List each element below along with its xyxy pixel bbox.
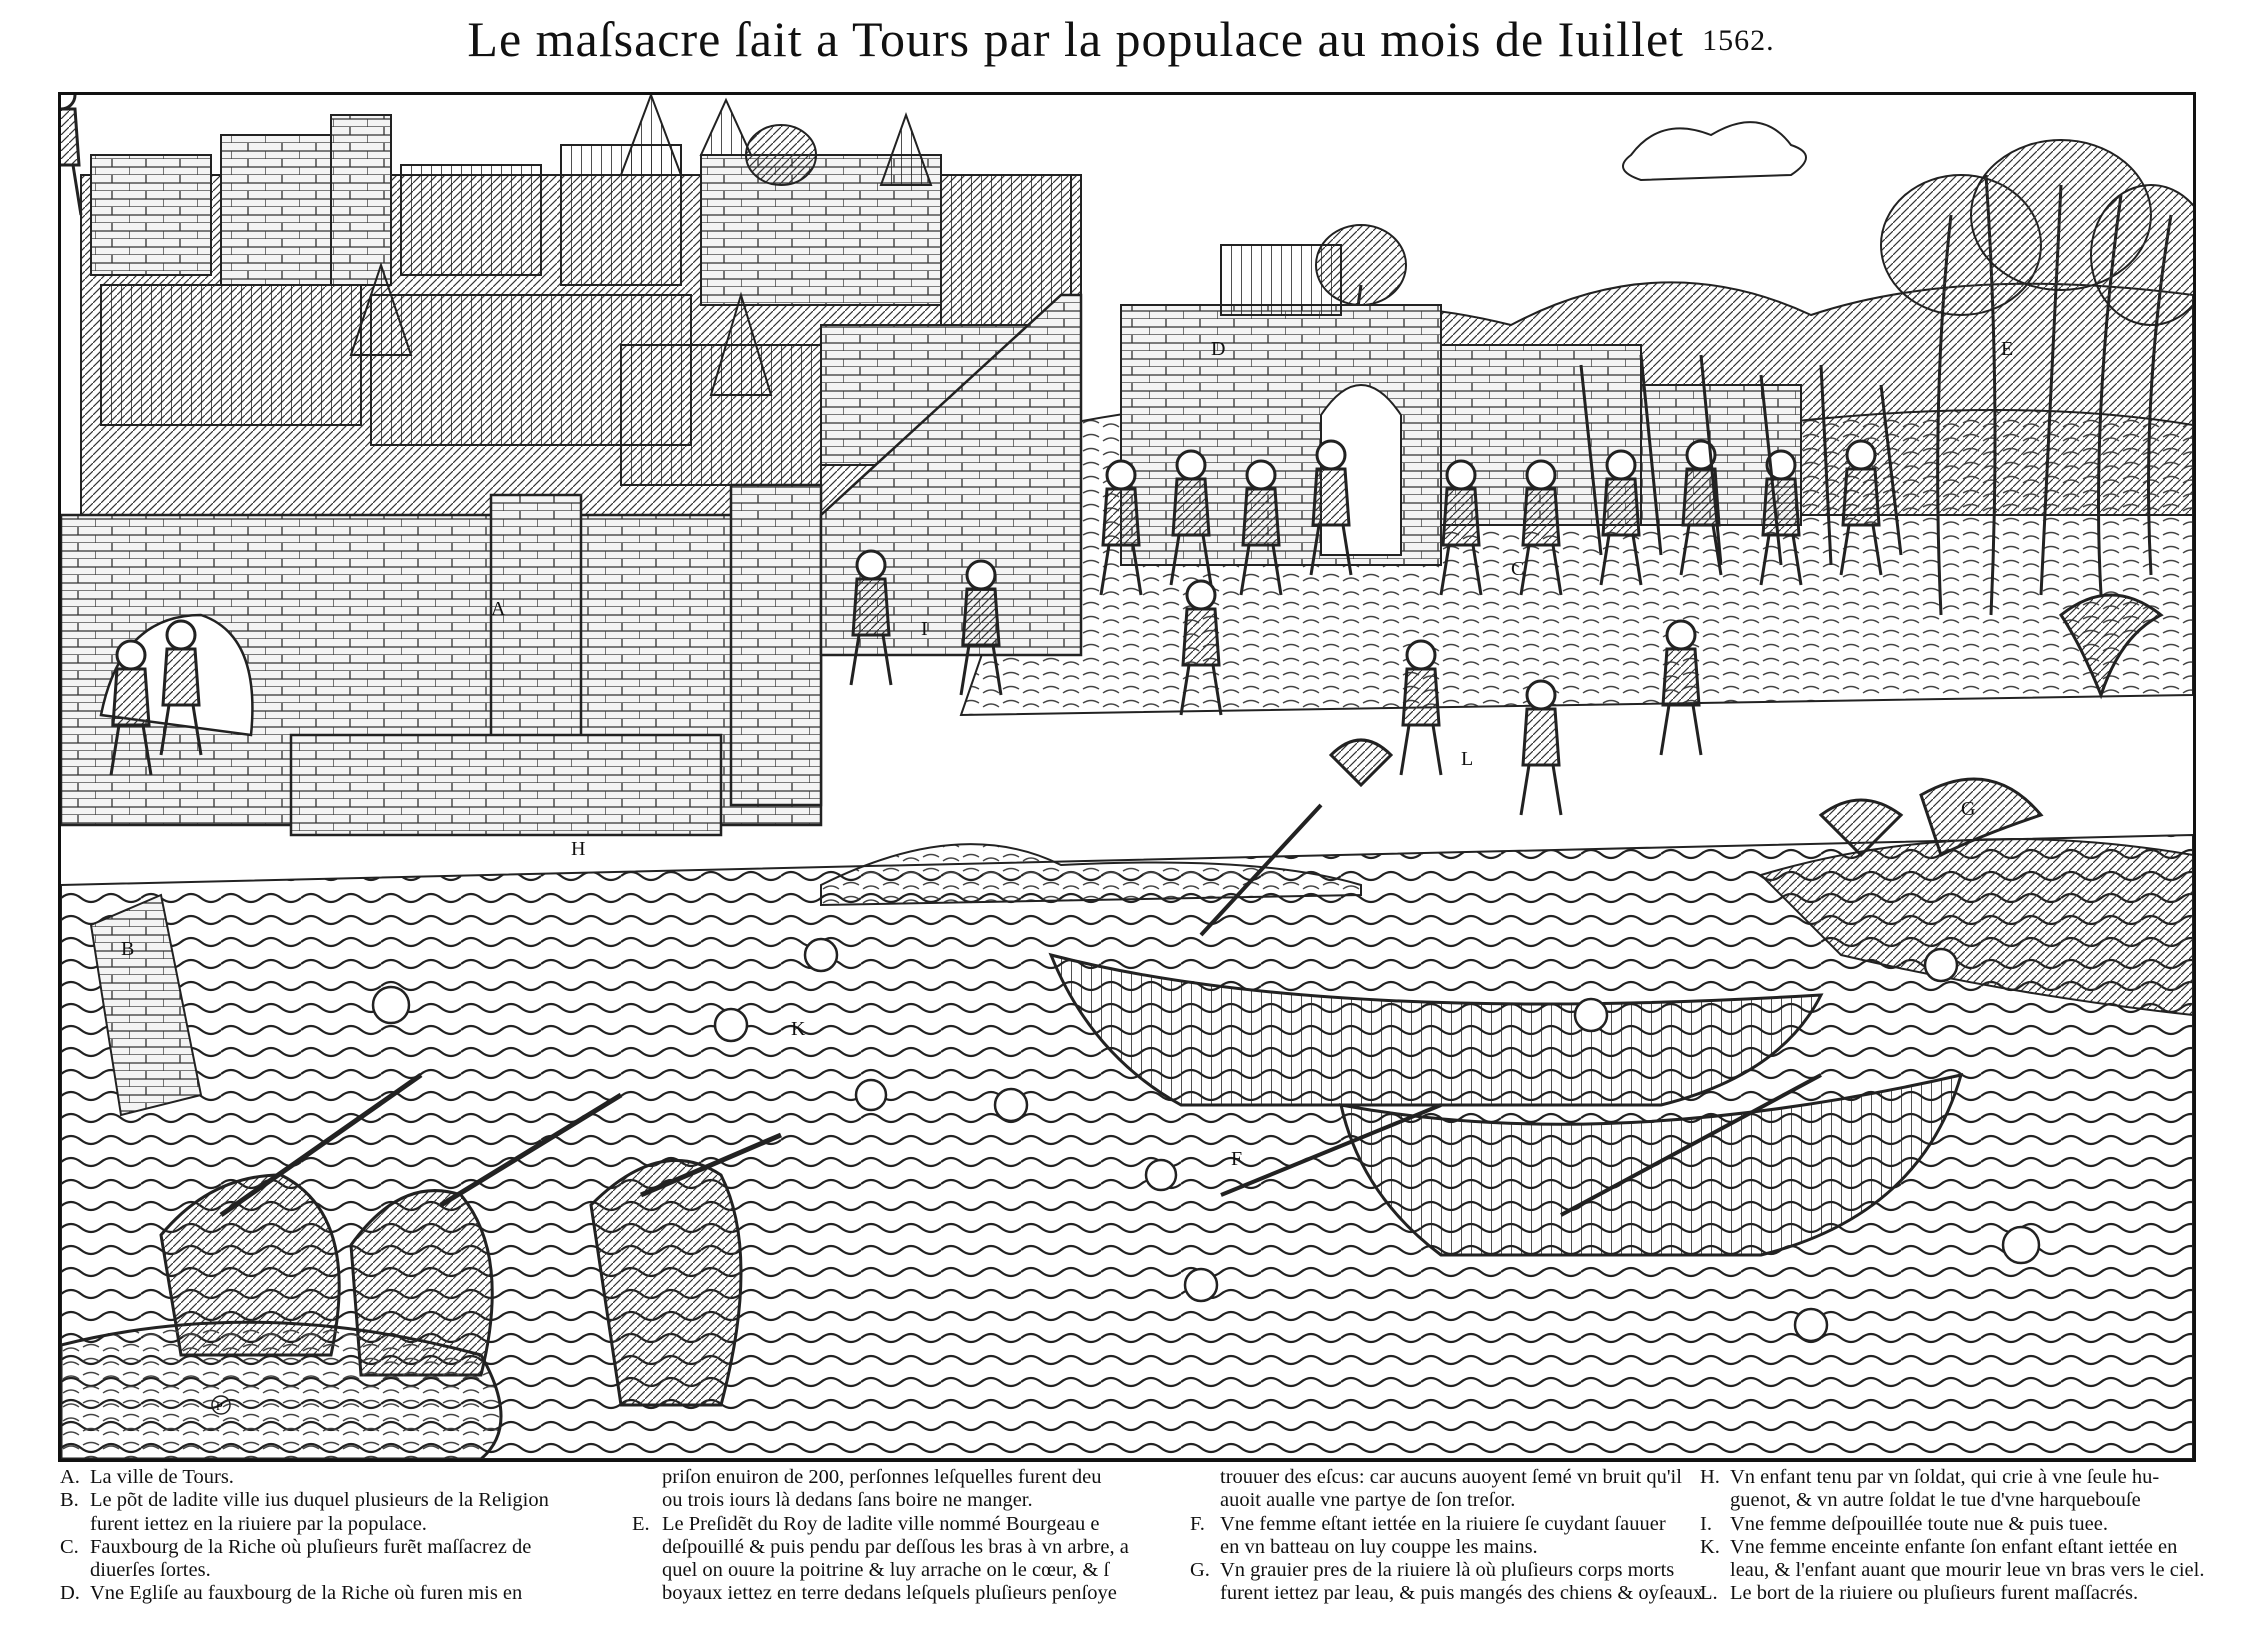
legend-key: A. [60, 1466, 80, 1488]
legend-text: Vne femme eſtant iettée en la riuiere ſe cuydant ſauuer [1220, 1512, 1666, 1535]
legend-text: guenot, & vn autre ſoldat le tue d'vne harquebouſe [1730, 1489, 2141, 1512]
legend-text: en vn batteau on luy couppe les mains. [1220, 1535, 1538, 1558]
legend-text: Fauxbourg de la Riche où pluſieurs furẽt maſſacrez de [90, 1535, 532, 1558]
label-A: A [491, 598, 506, 620]
legend-text: Le põt de ladite ville ius duquel plusieurs de la Religion [90, 1489, 549, 1512]
legend-text: trouuer des eſcus: car aucuns auoyent ſemé vn bruit qu'il [1220, 1466, 1682, 1488]
legend-entry [632, 1559, 1192, 1582]
legend-entry [1190, 1489, 1730, 1512]
legend-entry [1700, 1536, 2220, 1559]
legend-text: deſpouillé & puis pendu par deſſous les bras à vn arbre, a [662, 1535, 1129, 1558]
legend-entry [60, 1513, 620, 1536]
legend-text: furent iettez par leau, & puis mangés des chiens & oyſeaux [1220, 1582, 1704, 1605]
legend-text: Vne femme enceinte enfante ſon enfant eſtant iettée en [1730, 1535, 2178, 1558]
legend-key: C. [60, 1535, 79, 1558]
legend-key: G. [1190, 1559, 1210, 1582]
label-G: G [1961, 798, 1976, 820]
label-C: C [1511, 558, 1525, 580]
legend-key: B. [60, 1489, 79, 1512]
page-title [0, 10, 2242, 68]
legend-text: Le Preſidẽt du Roy de ladite ville nommé Bourgeau e [662, 1512, 1100, 1535]
legend-entry [1700, 1466, 2220, 1489]
legend-text: Vne femme deſpouillée toute nue & puis tuee. [1730, 1512, 2108, 1535]
legend-entry [60, 1559, 620, 1582]
label-I: I [921, 618, 928, 640]
legend-key: I. [1700, 1512, 1712, 1535]
legend-key: D. [60, 1582, 80, 1605]
legend-text: quel on ouure la poitrine & luy arrache on le cœur, & ſ [662, 1559, 1110, 1582]
legend-entry [60, 1536, 620, 1559]
legend-entry [1700, 1582, 2220, 1605]
engraving-illustration [58, 92, 2196, 1462]
legend-text: diuerſes ſortes. [90, 1559, 211, 1582]
legend-entry [632, 1489, 1192, 1512]
legend-entry [1190, 1513, 1730, 1536]
legend-text: ou trois iours là dedans ſans boire ne manger. [662, 1489, 1033, 1512]
legend-entry [1190, 1536, 1730, 1559]
legend-entry [632, 1582, 1192, 1605]
legend-entry [1190, 1559, 1730, 1582]
legend-entry [60, 1466, 620, 1489]
legend-entry [1700, 1489, 2220, 1512]
legend-entry [1190, 1466, 1730, 1489]
legend-entry [60, 1489, 620, 1512]
legend-entry [1190, 1582, 1730, 1605]
legend-text: Le bort de la riuiere ou pluſieurs furent maſſacrés. [1730, 1582, 2139, 1605]
label-B: B [121, 938, 135, 960]
legend-entry [1700, 1559, 2220, 1582]
title-main: Le maſsacre ſait a Tours par la populace au mois de Iuillet [467, 11, 1685, 67]
legend-text: auoit aualle vne partye de ſon treſor. [1220, 1489, 1516, 1512]
label-D: D [1211, 338, 1226, 360]
legend-key: K. [1700, 1535, 1720, 1558]
legend-key: H. [1700, 1466, 1720, 1488]
label-H: H [571, 838, 586, 860]
legend-column-2 [632, 1466, 1192, 1606]
legend-key: F. [1190, 1512, 1205, 1535]
label-F: F [1231, 1148, 1243, 1170]
legend-key: E. [632, 1512, 650, 1535]
legend-entry [632, 1513, 1192, 1536]
label-K: K [791, 1018, 806, 1040]
legend-text: La ville de Tours. [90, 1466, 234, 1488]
legend-column-1 [60, 1466, 620, 1606]
legend-text: priſon enuiron de 200, perſonnes leſquelles furent deu [662, 1466, 1102, 1488]
label-E: E [2001, 338, 2014, 360]
legend-text: Vn enfant tenu par vn ſoldat, qui crie à vne ſeule hu- [1730, 1466, 2160, 1488]
legend-column-3 [1190, 1466, 1730, 1606]
legend-text: Vne Egliſe au fauxbourg de la Riche où furen mis en [90, 1582, 523, 1605]
legend-text: leau, & l'enfant auant que mourir leue vn bras vers le ciel. [1730, 1559, 2205, 1582]
svg-text:P: P [216, 1399, 223, 1413]
legend-entry [632, 1466, 1192, 1489]
label-L: L [1461, 748, 1474, 770]
legend-entry [632, 1536, 1192, 1559]
title-year: 1562. [1702, 24, 1775, 57]
legend-key: L. [1700, 1582, 1718, 1605]
legend-column-4 [1700, 1466, 2220, 1606]
legend-text: boyaux iettez en terre dedans leſquels pluſieurs penſoye [662, 1582, 1117, 1605]
legend-entry [60, 1582, 620, 1605]
legend-entry [1700, 1513, 2220, 1536]
legend-text: furent iettez en la riuiere par la populace. [90, 1512, 427, 1535]
legend-text: Vn grauier pres de la riuiere là où pluſieurs corps morts [1220, 1559, 1675, 1582]
